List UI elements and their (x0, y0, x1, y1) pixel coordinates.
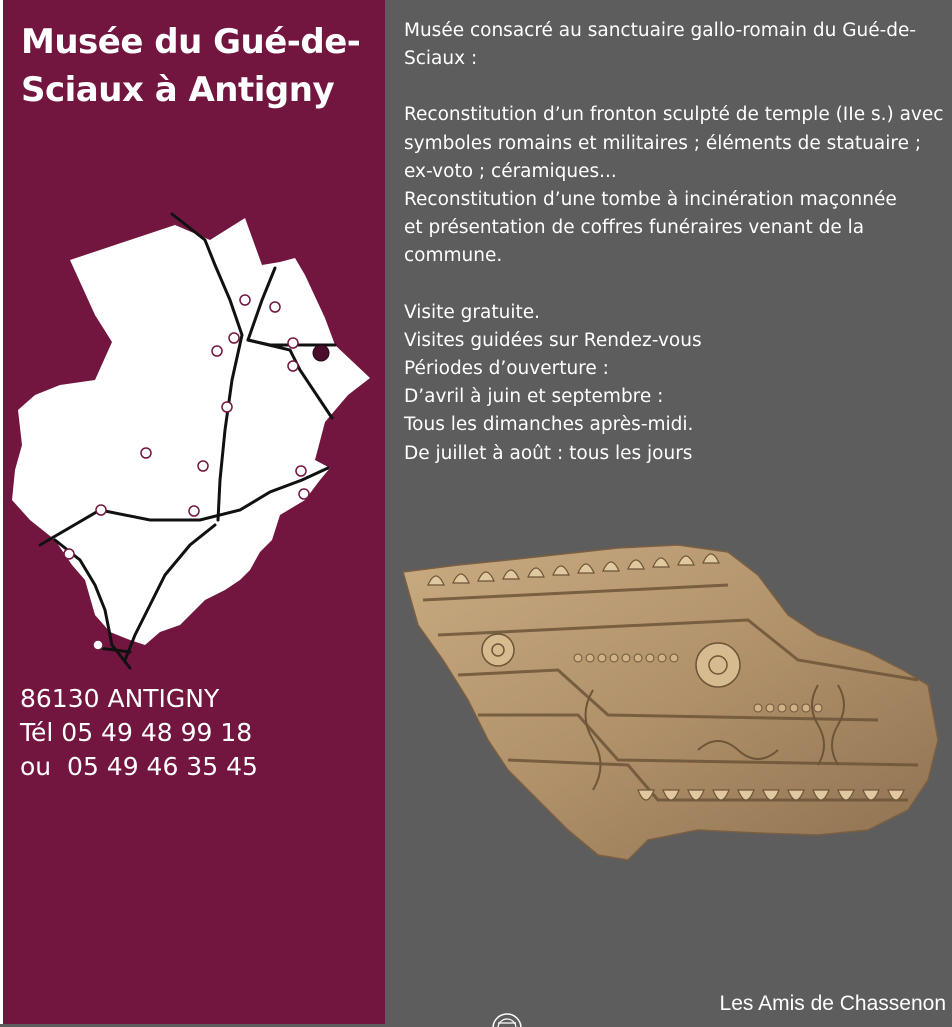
collection-line: et présentation de coffres funéraires venant de la (404, 217, 865, 239)
museum-location-marker (313, 345, 329, 361)
collection-line: Reconstitution d’une tombe à incinération maçonnée (404, 189, 897, 211)
title-line-2: Sciaux à Antigny (21, 70, 335, 110)
visit-line: De juillet à août : tous les jours (404, 442, 693, 464)
title-line-1: Musée du Gué-de- (21, 22, 361, 62)
footer-credit: Les Amis de Chassenon (719, 992, 946, 1015)
map-shape (12, 218, 370, 645)
visit-line: Périodes d’ouverture : (404, 358, 609, 380)
phone-primary: Tél 05 49 48 99 18 (20, 718, 253, 747)
visit-line: D’avril à juin et septembre : (404, 386, 664, 408)
visit-line: Tous les dimanches après-midi. (404, 414, 694, 436)
visit-line: Visites guidées sur Rendez-vous (404, 329, 702, 351)
collection-line: ex-voto ; céramiques... (404, 160, 617, 182)
intro-line: Musée consacré au sanctuaire gallo-romain du Gué-de- (404, 20, 917, 41)
collection-line: commune. (404, 245, 503, 267)
address: 86130 ANTIGNY (20, 684, 220, 713)
page-title (21, 18, 381, 114)
intro-line: Sciaux : (404, 48, 478, 70)
association-emblem-icon (490, 1011, 524, 1027)
collection-line: symboles romains et militaires ; éléments de statuaire ; (404, 132, 922, 154)
visit-line: Visite gratuite. (404, 301, 541, 323)
collection-line: Reconstitution d’un fronton sculpté de temple (IIe s.) avec (404, 104, 944, 126)
commune-map-icon (0, 200, 385, 680)
carved-frieze-image (398, 540, 943, 865)
museum-description (404, 17, 952, 468)
phone-secondary: ou 05 49 46 35 45 (20, 752, 258, 781)
contact-block (20, 682, 258, 784)
